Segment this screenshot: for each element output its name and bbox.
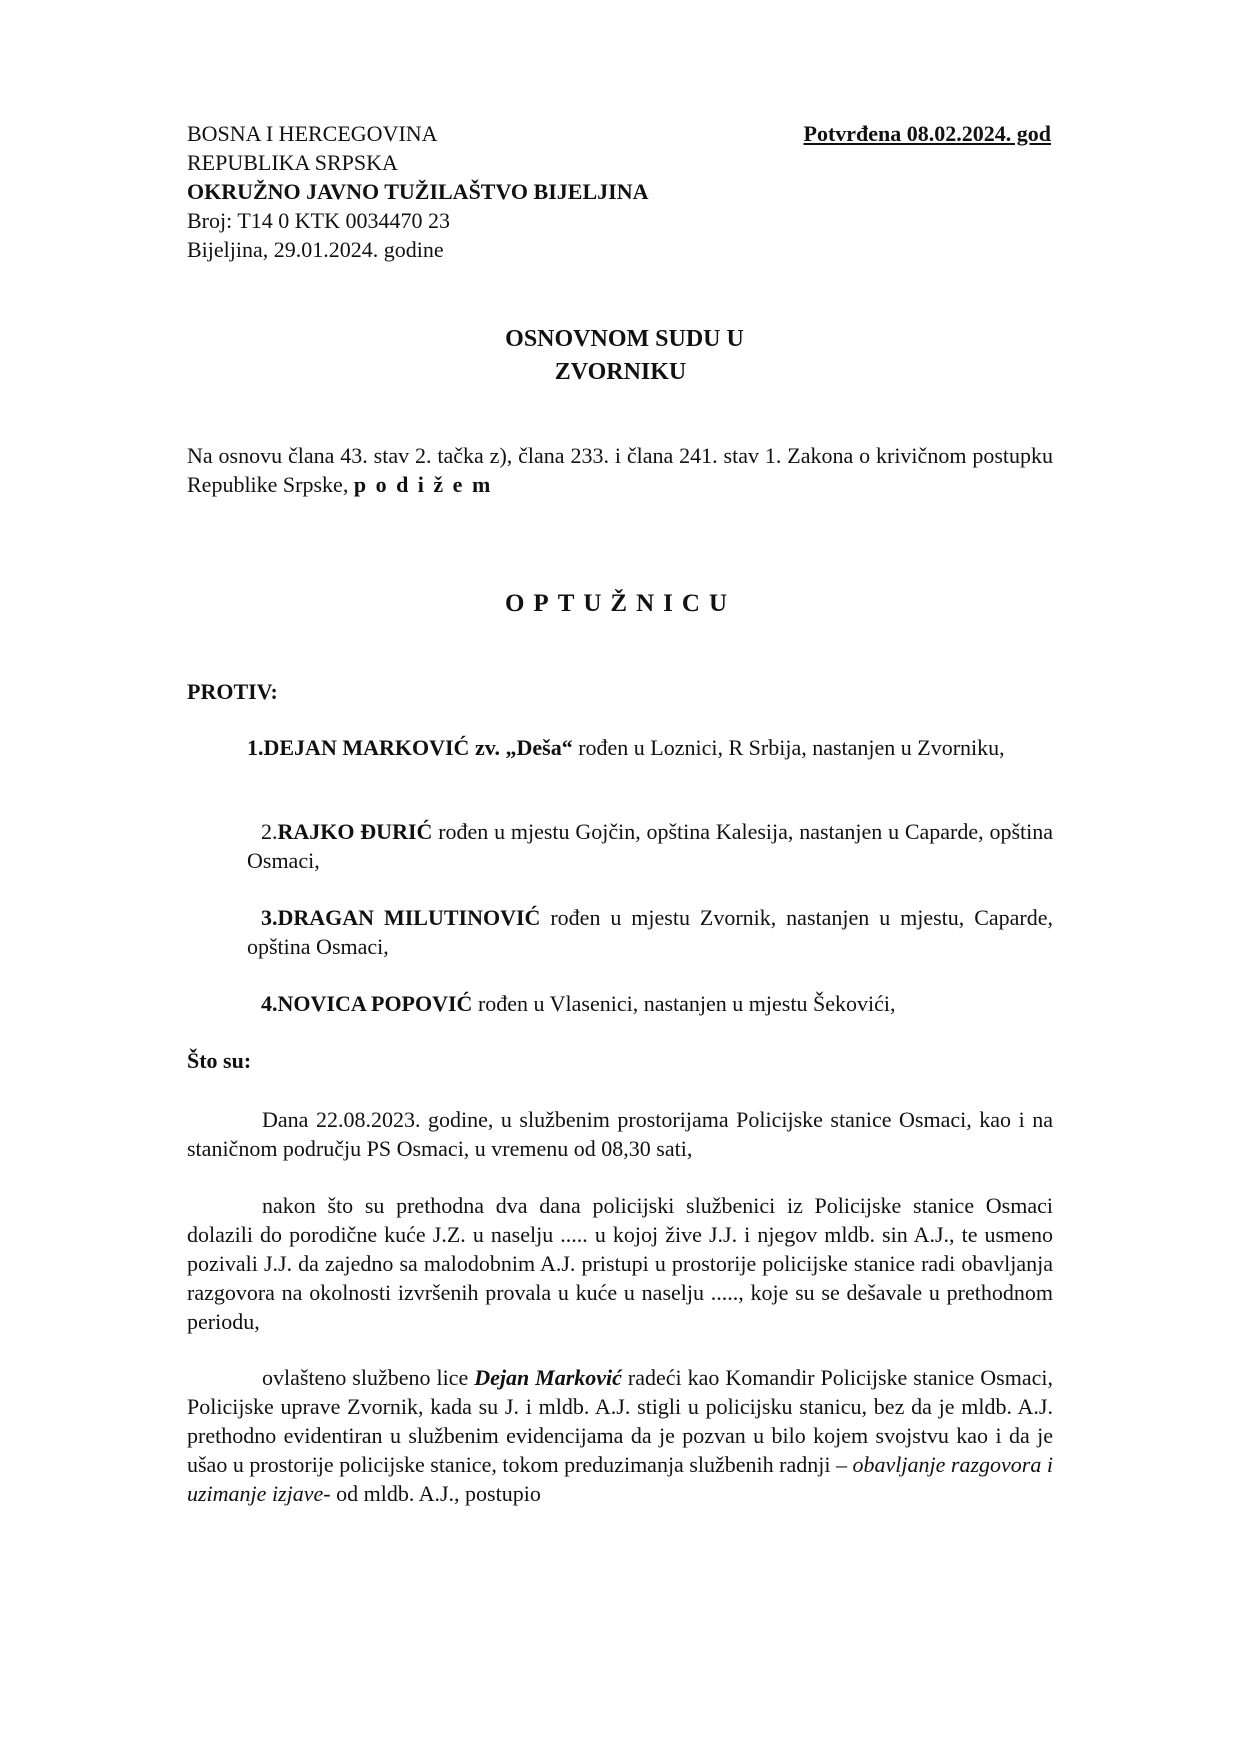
accused-item [247,903,1053,961]
court-addressee [0,323,1241,389]
header-country: BOSNA I HERCEGOVINA [187,121,438,146]
accused-name: NOVICA POPOVIĆ [277,991,473,1016]
accused-name: RAJKO ĐURIĆ [277,819,433,844]
intro-emphasis: p o d i ž e m [353,472,493,497]
intro-text: Na osnovu člana 43. stav 2. tačka z), člana 233. i člana 241. stav 1. Zakona o krivičnom postupku Republike Srpske, [187,443,1053,497]
accused-item [247,989,1053,1018]
document-header [187,119,787,264]
header-office: OKRUŽNO JAVNO TUŽILAŠTVO BIJELJINA [187,179,649,204]
body-p3-part-c: - od mldb. A.J., postupio [323,1481,541,1506]
accused-number: 2. [261,819,278,844]
court-line-1: OSNOVNOM SUDU U [505,326,744,352]
intro-paragraph [187,441,1053,499]
sto-su-label: Što su: [187,1048,252,1073]
body-p3-part-a: ovlašteno službeno lice [262,1365,475,1390]
accused-details: rođen u Loznici, R Srbija, nastanjen u Zvorniku, [572,735,1005,760]
accused-item [247,733,1053,762]
body-paragraph-2: nakon što su prethodna dva dana policijski službenici iz Policijske stanice Osmaci dolazili do porodične kuće J.Z. u naselju ..... u kojoj žive J.J. i njegov mldb. sin A.J., te usmeno pozivali J.J. da zajedno sa malodobnim A.J. pristupi u prostorije policijske stanice radi obavljanja razgovora na okolnosti izvršenih provala u kuće u naselju ....., koje su se dešavale u prethodnom periodu, [187,1193,1053,1334]
accused-details: rođen u Vlasenici, nastanjen u mjestu Šekovići, [472,991,896,1016]
accused-details: rođen u mjestu Gojčin, opština Kalesija, nastanjen u Caparde, opština Osmaci, [247,819,1053,873]
accused-number: 3. [261,905,278,930]
header-entity: REPUBLIKA SRPSKA [187,150,398,175]
accused-name: DRAGAN MILUTINOVIĆ [277,905,541,930]
body-p3-italic: obavljanje razgovora i uzimanje izjave [187,1452,1053,1506]
body-paragraph-3 [187,1363,1053,1508]
accused-name: DEJAN MARKOVIĆ zv. „Deša“ [263,735,573,760]
court-line-2: ZVORNIKU [554,359,687,385]
accused-item [247,817,1053,875]
header-case-number: Broj: T14 0 KTK 0034470 23 [187,208,450,233]
body-p3-part-b: radeći kao Komandir Policijske stanice Osmaci, Policijske uprave Zvornik, kada su J. i mldb. A.J. stigli u policijsku stanicu, bez da je mldb. A.J. prethodno evidentiran u službenim evidencijama da je pozvan u bilo kojem svojstvu kao i da je ušao u prostorije policijske stanice, tokom preduzimanja službenih radnji – [187,1365,1053,1477]
document-title: OPTUŽNICU [504,590,736,617]
accused-number: 1. [247,735,264,760]
confirmation-note: Potvrđena 08.02.2024. god [803,121,1051,146]
protiv-label: PROTIV: [187,679,278,704]
body-p3-name: Dejan Marković [474,1365,622,1390]
header-place-date: Bijeljina, 29.01.2024. godine [187,237,444,262]
accused-number: 4. [261,991,278,1016]
body-paragraph-1: Dana 22.08.2023. godine, u službenim prostorijama Policijske stanice Osmaci, kao i na staničnom području PS Osmaci, u vremenu od 08,30 sati, [187,1107,1053,1161]
accused-details: rođen u mjestu Zvornik, nastanjen u mjestu, Caparde, opština Osmaci, [247,905,1053,959]
